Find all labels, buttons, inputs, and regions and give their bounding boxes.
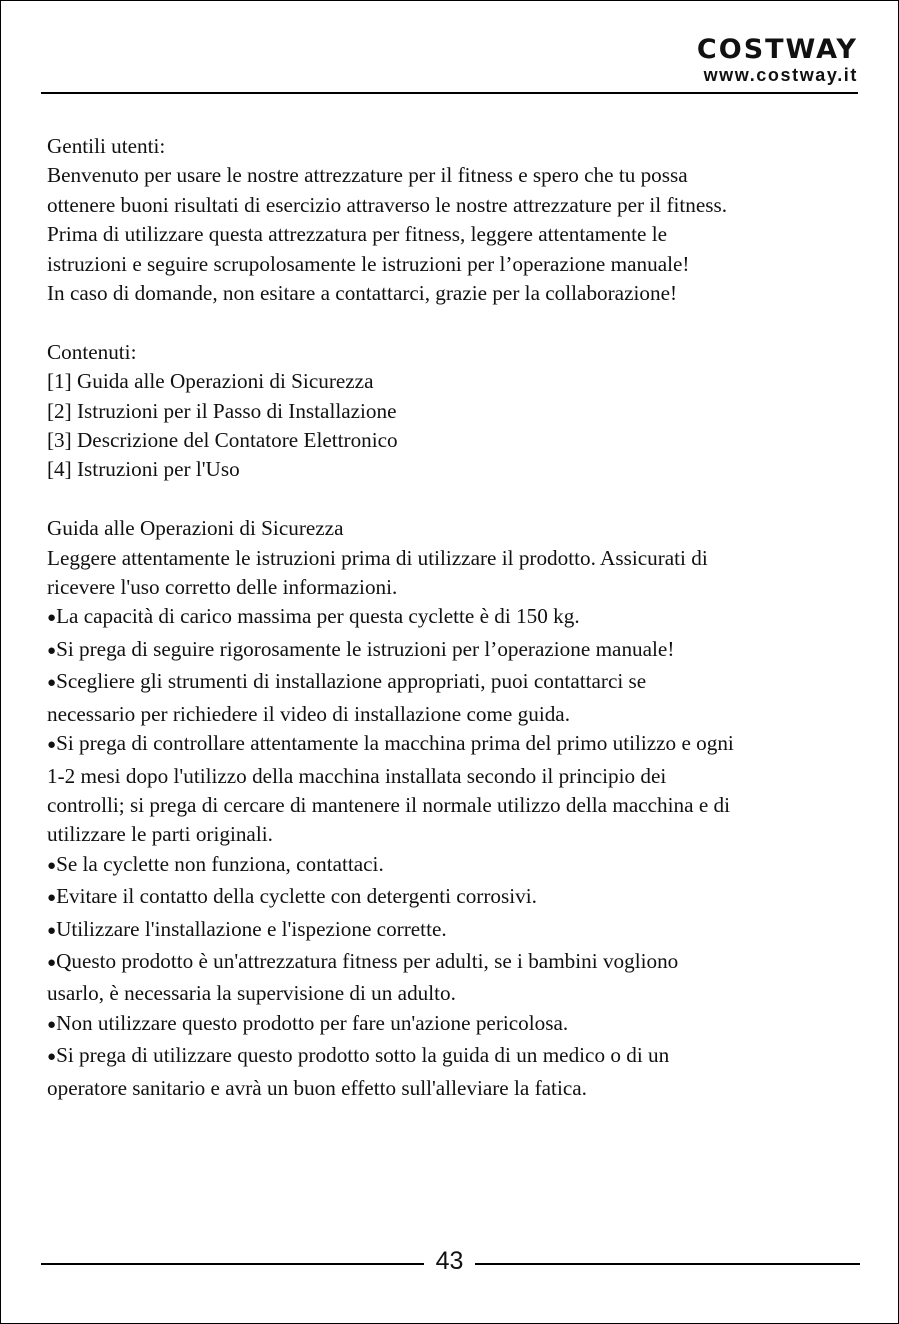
safety-bullet: ● Scegliere gli strumenti di installazione appropriati, puoi contattarci se <box>47 667 857 699</box>
safety-bullet-continuation: operatore sanitario e avrà un buon effetto sull'alleviare la fatica. <box>47 1075 587 1100</box>
intro-line: Benvenuto per usare le nostre attrezzature per il fitness e spero che tu possa <box>47 163 688 188</box>
safety-heading: Guida alle Operazioni di Sicurezza <box>47 516 344 541</box>
safety-bullet-continuation: utilizzare le parti originali. <box>47 822 273 847</box>
bullet-icon <box>47 604 56 628</box>
intro-line: In caso di domande, non esitare a contattarci, grazie per la collaborazione! <box>47 281 678 306</box>
footer-divider-right <box>475 1263 860 1265</box>
safety-bullet: ● Se la cyclette non funziona, contattaci. <box>47 850 857 882</box>
bullet-icon <box>47 731 56 755</box>
spacer <box>47 485 857 514</box>
page-number: 43 <box>435 1247 464 1275</box>
intro-line: ottenere buoni risultati di esercizio attraverso le nostre attrezzature per il fitness. <box>47 192 728 217</box>
contents-item: [1] Guida alle Operazioni di Sicurezza <box>47 369 374 394</box>
contents-item: [3] Descrizione del Contatore Elettronico <box>47 428 398 453</box>
bullet-icon <box>47 1011 56 1035</box>
page-content <box>47 132 857 1103</box>
contents-item: [4] Istruzioni per l'Uso <box>47 457 240 482</box>
safety-bullet: ● La capacità di carico massima per questa cyclette è di 150 kg. <box>47 602 857 634</box>
safety-bullet: ● Utilizzare l'installazione e l'ispezione corrette. <box>47 915 857 947</box>
safety-bullet: ● Si prega di seguire rigorosamente le istruzioni per l’operazione manuale! <box>47 635 857 667</box>
brand-logo <box>697 35 858 85</box>
bullet-icon <box>47 669 56 693</box>
safety-bullet: ● Questo prodotto è un'attrezzatura fitness per adulti, se i bambini vogliono <box>47 947 857 979</box>
spacer <box>47 308 857 337</box>
safety-bullet-continuation: controlli; si prega di cercare di mantenere il normale utilizzo della macchina e di <box>47 792 730 817</box>
bullet-icon <box>47 949 56 973</box>
greeting: Gentili utenti: <box>47 134 166 158</box>
safety-bullet: ● Si prega di utilizzare questo prodotto sotto la guida di un medico o di un <box>47 1041 857 1073</box>
header-divider <box>41 92 858 94</box>
contents-item: [2] Istruzioni per il Passo di Installazione <box>47 398 397 423</box>
safety-intro-line: ricevere l'uso corretto delle informazioni. <box>47 575 398 600</box>
contents-heading: Contenuti: <box>47 339 137 364</box>
intro-line: Prima di utilizzare questa attrezzatura per fitness, leggere attentamente le <box>47 222 668 247</box>
safety-intro-line: Leggere attentamente le istruzioni prima di utilizzare il prodotto. Assicurati di <box>47 545 708 570</box>
safety-bullet: ● Si prega di controllare attentamente la macchina prima del primo utilizzo e ogni <box>47 729 857 761</box>
safety-bullet: ● Evitare il contatto della cyclette con detergenti corrosivi. <box>47 882 857 914</box>
bullet-icon <box>47 884 56 908</box>
bullet-icon <box>47 917 56 941</box>
intro-line: istruzioni e seguire scrupolosamente le istruzioni per l’operazione manuale! <box>47 251 690 276</box>
brand-url: www.costway.it <box>703 65 858 85</box>
bullet-icon <box>47 637 56 661</box>
footer-divider-left <box>41 1263 424 1265</box>
safety-bullet-continuation: 1-2 mesi dopo l'utilizzo della macchina installata secondo il principio dei <box>47 763 667 788</box>
safety-bullet-continuation: usarlo, è necessaria la supervisione di un adulto. <box>47 981 456 1006</box>
safety-bullet-continuation: necessario per richiedere il video di installazione come guida. <box>47 701 571 726</box>
safety-bullet: ● Non utilizzare questo prodotto per fare un'azione pericolosa. <box>47 1009 857 1041</box>
bullet-icon <box>47 852 56 876</box>
brand-name: COSTWAY <box>696 34 858 65</box>
bullet-icon <box>47 1043 56 1067</box>
